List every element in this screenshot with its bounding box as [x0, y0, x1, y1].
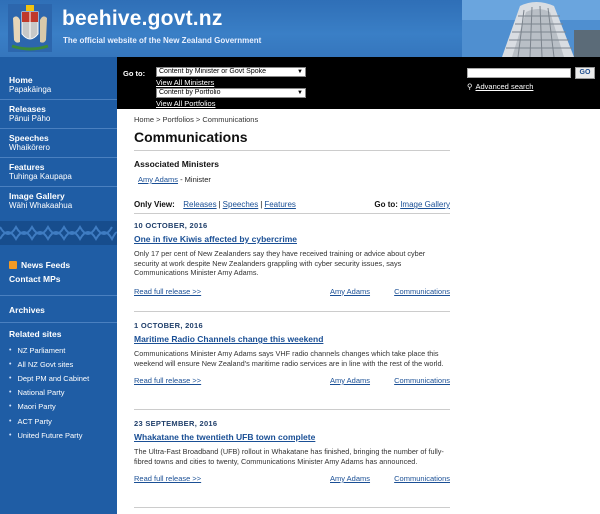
search-input[interactable] — [467, 68, 571, 78]
nav-releases[interactable] — [0, 100, 117, 129]
goto-gallery — [374, 200, 450, 209]
main-content — [117, 109, 461, 514]
related-link-label[interactable]: National Party — [17, 388, 65, 398]
nav-releases-label[interactable]: Releases — [9, 104, 46, 114]
release-headline-link[interactable]: One in five Kiwis affected by cybercrime — [134, 234, 297, 244]
nav-home-maori[interactable]: Papakāinga — [9, 85, 52, 94]
magnifier-icon: ⚲ — [467, 82, 473, 91]
separator: | — [218, 200, 221, 209]
divider — [134, 150, 450, 151]
release-minister-link[interactable]: Amy Adams — [330, 376, 371, 385]
news-feeds-link[interactable] — [0, 259, 117, 271]
read-full-release-link[interactable]: Read full release >> — [134, 376, 202, 385]
related-link-label[interactable]: United Future Party — [17, 430, 83, 440]
portfolio-select-value: Content by Portfolio — [159, 89, 221, 96]
contact-mps-link[interactable] — [0, 273, 117, 285]
related-link-maori-party[interactable] — [0, 400, 117, 414]
bullet-icon: • — [9, 360, 12, 368]
release-date: 1 OCTOBER, 2016 — [134, 321, 203, 330]
divider — [134, 507, 450, 508]
release-summary: Only 17 per cent of New Zealanders say they have received training or advice about cyber security at work despite New Zealanders grappling with cyber security issues, says Communications Minister Amy Adams. — [134, 249, 426, 277]
related-sites-heading: Related sites — [9, 329, 62, 339]
divider — [134, 311, 450, 312]
release-summary: Communications Minister Amy Adams says VHF radio channels changes which take place this weekend will ensure New Zealand's maritime radio services are in line with the rest of the world. — [134, 349, 444, 368]
release-headline-link[interactable]: Maritime Radio Channels change this weekend — [134, 334, 324, 344]
bullet-icon: • — [9, 431, 12, 439]
divider — [134, 213, 450, 214]
related-link-act[interactable] — [0, 414, 117, 428]
related-link-label[interactable]: ACT Party — [17, 416, 52, 426]
release-date: 23 SEPTEMBER, 2016 — [134, 419, 218, 428]
site-title[interactable]: beehive.govt.nz — [62, 7, 223, 30]
separator: | — [260, 200, 263, 209]
nz-coat-of-arms-icon[interactable] — [8, 4, 52, 52]
bullet-icon: • — [9, 403, 12, 411]
filter-features-link[interactable]: Features — [264, 200, 296, 209]
associated-minister-row — [138, 175, 211, 184]
dropdown-arrow-icon: ▼ — [297, 90, 303, 96]
release-portfolio-link[interactable]: Communications — [394, 286, 450, 296]
nav-speeches[interactable] — [0, 129, 117, 158]
divider — [134, 409, 450, 410]
bullet-icon: • — [9, 374, 12, 382]
left-sidebar — [0, 57, 117, 514]
breadcrumb[interactable]: Home > Portfolios > Communications — [134, 115, 259, 124]
advanced-search-link[interactable] — [467, 82, 533, 91]
minister-select[interactable] — [156, 67, 306, 77]
related-link-nz-parliament[interactable] — [0, 343, 117, 357]
nav-image-gallery-label[interactable]: Image Gallery — [9, 191, 65, 201]
filter-releases-link[interactable]: Releases — [183, 200, 217, 209]
release-portfolio-link[interactable]: Communications — [394, 376, 450, 385]
news-feeds-label[interactable]: News Feeds — [21, 260, 71, 270]
view-all-ministers-link[interactable]: View All Ministers — [156, 78, 215, 87]
koru-pattern-divider — [0, 221, 117, 245]
beehive-building-image — [462, 0, 600, 57]
related-link-label[interactable]: NZ Parliament — [17, 345, 66, 355]
related-link-dpmc[interactable] — [0, 371, 117, 385]
image-gallery-link[interactable]: Image Gallery — [400, 200, 450, 209]
search-go-button[interactable]: GO — [575, 67, 595, 79]
release-links — [134, 376, 450, 386]
nav-features-label[interactable]: Features — [9, 162, 45, 172]
search-panel — [461, 57, 600, 514]
nav-image-gallery[interactable] — [0, 187, 117, 215]
minister-select-value: Content by Minister or Govt Spoke — [159, 68, 266, 75]
only-view-label: Only View: — [134, 200, 175, 209]
goto-bar — [117, 57, 461, 109]
release-links — [134, 287, 450, 297]
advanced-search-label[interactable]: Advanced search — [475, 82, 534, 91]
minister-role: - Minister — [178, 175, 211, 184]
related-link-label[interactable]: Maori Party — [17, 402, 56, 412]
view-all-portfolios-link[interactable]: View All Portfolios — [156, 99, 216, 108]
release-item — [134, 321, 450, 386]
nav-home[interactable] — [0, 71, 117, 100]
nav-speeches-label[interactable]: Speeches — [9, 133, 49, 143]
related-link-all-nz-govt[interactable] — [0, 357, 117, 371]
bullet-icon: • — [9, 389, 12, 397]
related-link-national[interactable] — [0, 386, 117, 400]
archives-link[interactable]: Archives — [9, 305, 45, 315]
release-item — [134, 221, 450, 297]
read-full-release-link[interactable]: Read full release >> — [134, 286, 202, 296]
filter-speeches-link[interactable]: Speeches — [222, 200, 259, 209]
release-minister-link[interactable]: Amy Adams — [330, 474, 371, 483]
nav-speeches-maori[interactable]: Whaikōrero — [9, 143, 50, 152]
contact-mps-label[interactable]: Contact MPs — [9, 274, 61, 284]
nav-features-maori[interactable]: Tuhinga Kaupapa — [9, 172, 72, 181]
read-full-release-link[interactable]: Read full release >> — [134, 474, 202, 483]
nav-image-gallery-maori[interactable]: Wāhi Whakaahua — [9, 201, 73, 210]
search-bar — [461, 57, 600, 109]
page-title: Communications — [134, 129, 248, 145]
release-links — [134, 474, 450, 484]
nav-features[interactable] — [0, 158, 117, 187]
site-header — [0, 0, 600, 57]
goto-label: Go to: — [123, 69, 146, 78]
portfolio-select[interactable] — [156, 88, 306, 98]
nav-releases-maori[interactable]: Pānui Pāho — [9, 114, 51, 123]
dropdown-arrow-icon: ▼ — [297, 69, 303, 75]
bullet-icon: • — [9, 346, 12, 354]
related-link-label[interactable]: All NZ Govt sites — [17, 359, 74, 369]
filter-bar — [134, 200, 450, 209]
bullet-icon: • — [9, 417, 12, 425]
related-link-united-future[interactable] — [0, 428, 117, 442]
rss-icon — [9, 261, 17, 269]
release-item — [134, 419, 450, 484]
minister-link[interactable]: Amy Adams — [138, 175, 179, 184]
release-date: 10 OCTOBER, 2016 — [134, 221, 208, 230]
release-summary: The Ultra-Fast Broadband (UFB) rollout in Whakatane has finished, bringing the number of fully-fibred towns and cities to twenty, Communications Minister Amy Adams has announced. — [134, 447, 444, 466]
release-minister-link[interactable]: Amy Adams — [330, 286, 371, 296]
goto-gallery-label: Go to: — [374, 200, 398, 209]
site-subtitle: The official website of the New Zealand Government — [63, 36, 262, 45]
release-portfolio-link[interactable]: Communications — [394, 474, 450, 483]
release-headline-link[interactable]: Whakatane the twentieth UFB town complete — [134, 432, 316, 442]
nav-home-label[interactable]: Home — [9, 75, 33, 85]
related-link-label[interactable]: Dept PM and Cabinet — [17, 373, 90, 383]
associated-ministers-heading: Associated Ministers — [134, 159, 220, 169]
